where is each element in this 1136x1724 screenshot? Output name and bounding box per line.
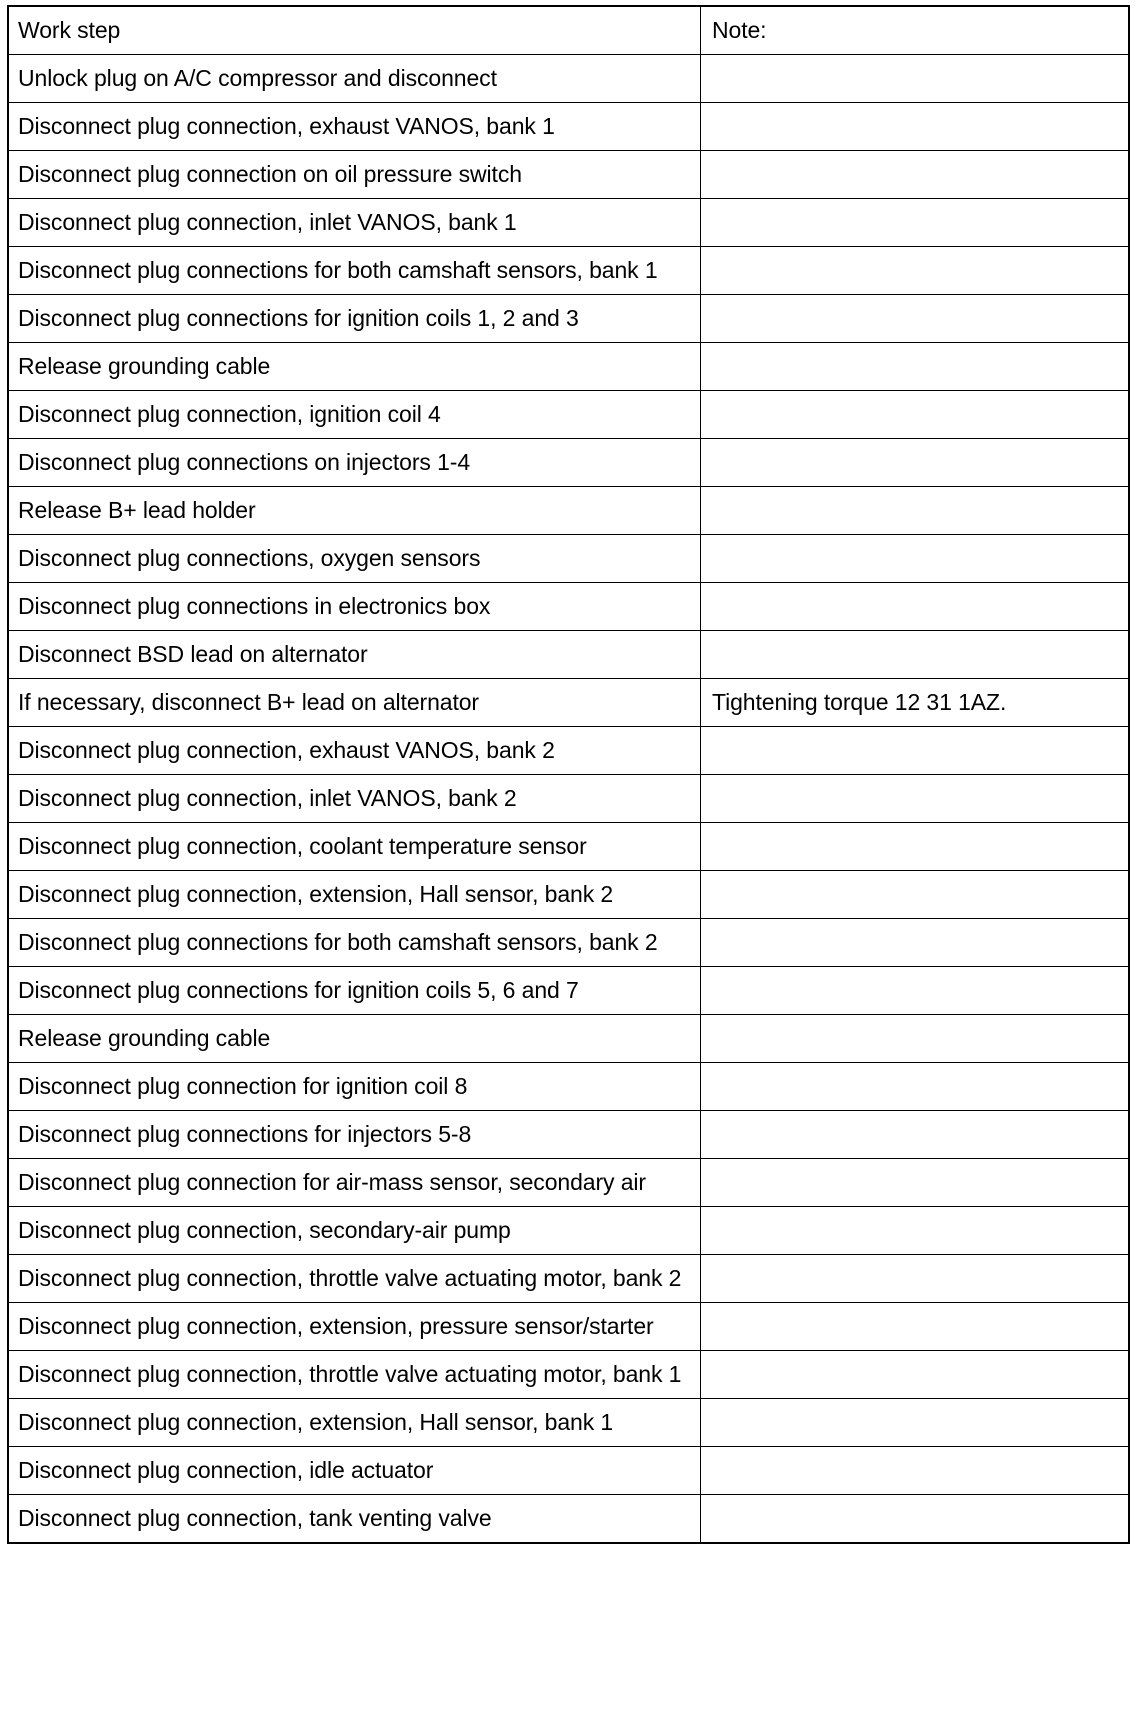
table-row [8, 919, 1129, 967]
work-step-cell: Disconnect plug connection for air-mass sensor, secondary air [8, 1159, 701, 1207]
note-cell: Tightening torque 12 31 1AZ. [701, 679, 1130, 727]
note-cell [701, 55, 1130, 103]
note-cell [701, 535, 1130, 583]
work-step-cell: Disconnect plug connection, inlet VANOS, bank 2 [8, 775, 701, 823]
table-row [8, 1159, 1129, 1207]
note-cell [701, 487, 1130, 535]
work-step-cell: Disconnect plug connections for injectors 5-8 [8, 1111, 701, 1159]
work-step-cell: Disconnect plug connections for both camshaft sensors, bank 1 [8, 247, 701, 295]
header-note: Note: [701, 6, 1130, 55]
work-step-cell: Disconnect plug connection, exhaust VANOS, bank 2 [8, 727, 701, 775]
note-cell [701, 919, 1130, 967]
note-cell [701, 1351, 1130, 1399]
table-row [8, 1063, 1129, 1111]
table-row [8, 775, 1129, 823]
note-cell [701, 1207, 1130, 1255]
table-row [8, 1351, 1129, 1399]
table-row [8, 823, 1129, 871]
table-row [8, 199, 1129, 247]
work-step-cell: Disconnect plug connection, ignition coil 4 [8, 391, 701, 439]
work-step-cell: Disconnect BSD lead on alternator [8, 631, 701, 679]
note-cell [701, 391, 1130, 439]
note-cell [701, 1015, 1130, 1063]
work-step-cell: Disconnect plug connections for ignition coils 1, 2 and 3 [8, 295, 701, 343]
note-cell [701, 775, 1130, 823]
note-cell [701, 823, 1130, 871]
note-cell [701, 1447, 1130, 1495]
table-row [8, 679, 1129, 727]
work-step-cell: Disconnect plug connections on injectors 1-4 [8, 439, 701, 487]
work-step-cell: Disconnect plug connection, tank venting valve [8, 1495, 701, 1544]
note-cell [701, 1063, 1130, 1111]
table-row [8, 1015, 1129, 1063]
table-row [8, 1303, 1129, 1351]
work-step-cell: Disconnect plug connection, throttle valve actuating motor, bank 1 [8, 1351, 701, 1399]
work-step-cell: Disconnect plug connection, exhaust VANOS, bank 1 [8, 103, 701, 151]
note-cell [701, 1159, 1130, 1207]
note-cell [701, 199, 1130, 247]
note-cell [701, 151, 1130, 199]
table-row [8, 295, 1129, 343]
note-cell [701, 439, 1130, 487]
note-cell [701, 103, 1130, 151]
work-step-cell: Disconnect plug connections, oxygen sensors [8, 535, 701, 583]
table-row [8, 1447, 1129, 1495]
table-body [8, 6, 1129, 1543]
table-row [8, 1207, 1129, 1255]
table-row [8, 1111, 1129, 1159]
table-row [8, 247, 1129, 295]
note-cell [701, 1111, 1130, 1159]
work-step-cell: Release grounding cable [8, 1015, 701, 1063]
note-cell [701, 727, 1130, 775]
work-step-cell: Disconnect plug connection, inlet VANOS, bank 1 [8, 199, 701, 247]
table-row [8, 487, 1129, 535]
work-step-cell: Release grounding cable [8, 343, 701, 391]
work-step-cell: Disconnect plug connection, idle actuator [8, 1447, 701, 1495]
work-step-cell: Disconnect plug connection, secondary-air pump [8, 1207, 701, 1255]
table-row [8, 1255, 1129, 1303]
table-row [8, 535, 1129, 583]
work-step-cell: Disconnect plug connections in electronics box [8, 583, 701, 631]
work-step-cell: Disconnect plug connection, extension, Hall sensor, bank 2 [8, 871, 701, 919]
work-step-table [7, 5, 1130, 1544]
note-cell [701, 247, 1130, 295]
note-cell [701, 343, 1130, 391]
note-cell [701, 1495, 1130, 1544]
work-step-cell: Disconnect plug connections for both camshaft sensors, bank 2 [8, 919, 701, 967]
table-row [8, 343, 1129, 391]
table-row [8, 391, 1129, 439]
note-cell [701, 583, 1130, 631]
work-step-cell: Disconnect plug connections for ignition coils 5, 6 and 7 [8, 967, 701, 1015]
note-cell [701, 631, 1130, 679]
work-step-cell: Disconnect plug connection on oil pressure switch [8, 151, 701, 199]
work-step-cell: Disconnect plug connection, coolant temperature sensor [8, 823, 701, 871]
work-step-cell: Disconnect plug connection, throttle valve actuating motor, bank 2 [8, 1255, 701, 1303]
table-row [8, 55, 1129, 103]
note-cell [701, 1255, 1130, 1303]
work-step-cell: Disconnect plug connection, extension, Hall sensor, bank 1 [8, 1399, 701, 1447]
note-cell [701, 871, 1130, 919]
work-step-cell: Disconnect plug connection, extension, pressure sensor/starter [8, 1303, 701, 1351]
note-cell [701, 1399, 1130, 1447]
note-cell [701, 1303, 1130, 1351]
table-row [8, 631, 1129, 679]
work-step-cell: Release B+ lead holder [8, 487, 701, 535]
header-work-step: Work step [8, 6, 701, 55]
table-row [8, 967, 1129, 1015]
table-row [8, 439, 1129, 487]
table-row [8, 103, 1129, 151]
work-step-cell: Disconnect plug connection for ignition coil 8 [8, 1063, 701, 1111]
table-row [8, 871, 1129, 919]
note-cell [701, 295, 1130, 343]
table-row [8, 1399, 1129, 1447]
work-step-cell: Unlock plug on A/C compressor and disconnect [8, 55, 701, 103]
table-row [8, 583, 1129, 631]
table-row [8, 727, 1129, 775]
note-cell [701, 967, 1130, 1015]
table-row [8, 151, 1129, 199]
table-row [8, 1495, 1129, 1544]
table-header-row [8, 6, 1129, 55]
work-step-cell: If necessary, disconnect B+ lead on alternator [8, 679, 701, 727]
